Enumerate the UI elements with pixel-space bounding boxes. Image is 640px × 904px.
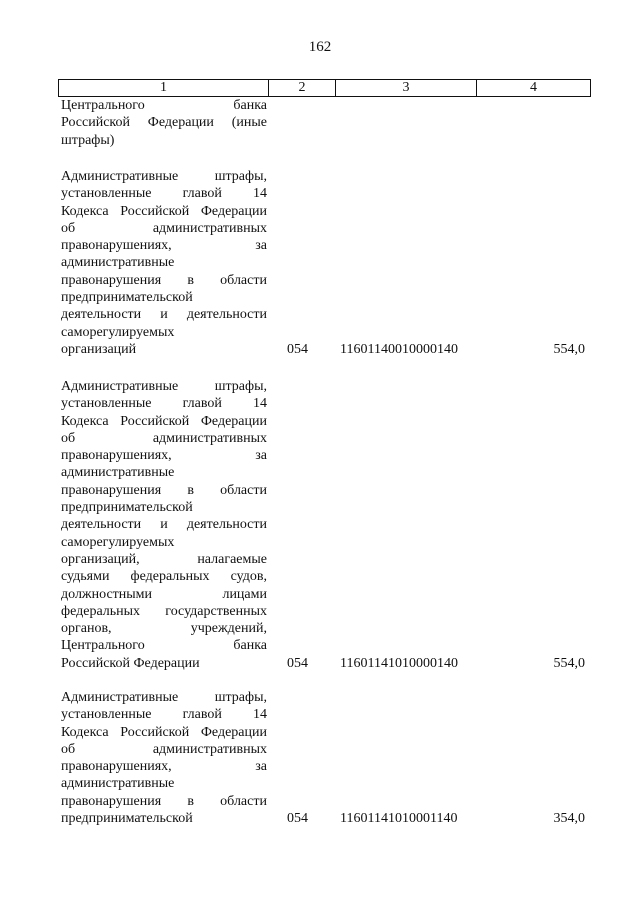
row-amount: 554,0 xyxy=(553,342,585,357)
description-word: Административные xyxy=(61,169,179,184)
description-word: и xyxy=(160,307,168,323)
description-line xyxy=(61,413,267,430)
description-line: Российской Федерации xyxy=(61,655,200,671)
description-word: банка xyxy=(233,98,267,113)
row-description xyxy=(61,689,267,827)
description-line xyxy=(61,689,267,706)
description-word: за xyxy=(255,448,267,464)
description-line xyxy=(61,741,267,758)
description-word: учреждений, xyxy=(190,621,267,637)
description-word: административных xyxy=(152,741,267,757)
description-word: налагаемые xyxy=(197,551,267,567)
description-word: Российской xyxy=(120,413,190,429)
description-word: Российской xyxy=(120,724,190,740)
description-line xyxy=(61,306,267,323)
description-word: 14 xyxy=(252,396,267,412)
description-word: деятельности xyxy=(186,307,267,323)
row-section-code: 054 xyxy=(287,655,308,671)
description-line xyxy=(61,237,267,254)
row-description xyxy=(61,378,267,672)
description-line xyxy=(61,378,267,395)
description-word: Центрального xyxy=(61,638,145,654)
description-word: Российской xyxy=(120,203,190,219)
description-word: за xyxy=(255,238,267,254)
description-word: в xyxy=(187,272,194,288)
description-word: федеральных xyxy=(61,603,141,619)
description-line: административные xyxy=(61,465,175,481)
description-line xyxy=(61,758,267,775)
column-header-row xyxy=(59,80,591,97)
description-line: организаций xyxy=(61,341,137,357)
description-word: Кодекса xyxy=(61,413,109,429)
description-word: правонарушения xyxy=(61,793,162,809)
description-word: организаций, xyxy=(61,551,140,567)
row-section-code: 054 xyxy=(287,811,308,827)
description-word: деятельности xyxy=(61,517,142,533)
description-line xyxy=(61,447,267,464)
description-line: саморегулируемых xyxy=(61,324,175,340)
column-header-1: 1 xyxy=(59,80,269,97)
description-word: в xyxy=(187,793,194,809)
row-section-code: 054 xyxy=(287,342,308,357)
description-word: административных xyxy=(152,220,267,236)
description-line xyxy=(61,220,267,237)
description-word: области xyxy=(220,482,267,498)
description-line: предпринимательской xyxy=(61,290,193,306)
description-word: главой xyxy=(182,396,222,412)
description-line xyxy=(61,586,267,603)
column-header-table xyxy=(58,79,591,97)
description-line: административные xyxy=(61,255,175,271)
description-line: предпринимательской xyxy=(61,811,193,827)
description-word: штрафы, xyxy=(214,690,267,705)
description-word: Российской xyxy=(61,115,130,131)
description-line xyxy=(61,793,267,810)
description-line xyxy=(61,603,267,620)
description-word: Административные xyxy=(61,690,179,705)
description-word: установленные xyxy=(61,396,152,412)
description-word: банка xyxy=(233,638,267,654)
description-word: и xyxy=(160,517,168,533)
description-word: Федерации xyxy=(147,115,214,131)
description-word: Центрального xyxy=(61,98,145,113)
description-word: 14 xyxy=(252,707,267,723)
page-number: 162 xyxy=(308,39,332,55)
row-description xyxy=(61,97,267,149)
description-word: штрафы, xyxy=(214,169,267,184)
description-word: установленные xyxy=(61,707,152,723)
description-word: Административные xyxy=(61,379,179,394)
row-description xyxy=(61,168,267,358)
description-word: об xyxy=(61,741,76,757)
description-line: саморегулируемых xyxy=(61,534,175,550)
description-word: 14 xyxy=(252,186,267,202)
description-word: главой xyxy=(182,186,222,202)
description-word: государственных xyxy=(165,603,267,619)
description-line xyxy=(61,168,267,185)
description-word: в xyxy=(187,482,194,498)
column-header-2: 2 xyxy=(269,80,336,97)
row-classification-code: 11601141010000140 xyxy=(340,655,458,671)
description-word: правонарушениях, xyxy=(61,759,172,775)
description-word: правонарушения xyxy=(61,272,162,288)
description-line xyxy=(61,620,267,637)
description-word: деятельности xyxy=(186,517,267,533)
row-classification-code: 11601140010000140 xyxy=(340,342,458,357)
description-word: (иные xyxy=(231,115,267,131)
description-line xyxy=(61,482,267,499)
description-word: правонарушения xyxy=(61,482,162,498)
description-word: органов, xyxy=(61,621,112,637)
description-line xyxy=(61,272,267,289)
description-line xyxy=(61,203,267,220)
description-word: главой xyxy=(182,707,222,723)
column-header-4: 4 xyxy=(477,80,591,97)
description-word: судьями xyxy=(61,569,110,585)
description-word: области xyxy=(220,793,267,809)
description-word: Кодекса xyxy=(61,724,109,740)
description-line: штрафы) xyxy=(61,132,115,148)
description-line xyxy=(61,97,267,114)
description-word: Кодекса xyxy=(61,203,109,219)
description-line xyxy=(61,516,267,533)
description-line xyxy=(61,637,267,654)
description-word: штрафы, xyxy=(214,379,267,394)
description-line: предпринимательской xyxy=(61,500,193,516)
description-line xyxy=(61,395,267,412)
description-word: федеральных xyxy=(130,569,210,585)
description-word: Федерации xyxy=(200,203,267,219)
description-word: деятельности xyxy=(61,307,142,323)
description-line: административные xyxy=(61,776,175,792)
description-line xyxy=(61,706,267,723)
row-classification-code: 11601141010001140 xyxy=(340,811,458,827)
description-line xyxy=(61,430,267,447)
description-word: об xyxy=(61,430,76,446)
description-word: административных xyxy=(152,430,267,446)
description-word: об xyxy=(61,220,76,236)
description-word: Федерации xyxy=(200,413,267,429)
description-word: судов, xyxy=(230,569,267,585)
description-word: за xyxy=(255,759,267,775)
description-line xyxy=(61,551,267,568)
description-word: должностными xyxy=(61,586,153,602)
row-amount: 554,0 xyxy=(553,655,585,671)
column-header-3: 3 xyxy=(336,80,477,97)
description-word: установленные xyxy=(61,186,152,202)
description-line xyxy=(61,185,267,202)
description-line xyxy=(61,568,267,585)
description-line xyxy=(61,114,267,131)
description-line xyxy=(61,724,267,741)
description-word: правонарушениях, xyxy=(61,448,172,464)
description-word: лицами xyxy=(222,586,267,602)
description-word: области xyxy=(220,272,267,288)
description-word: Федерации xyxy=(200,724,267,740)
row-amount: 354,0 xyxy=(553,811,585,827)
description-word: правонарушениях, xyxy=(61,238,172,254)
